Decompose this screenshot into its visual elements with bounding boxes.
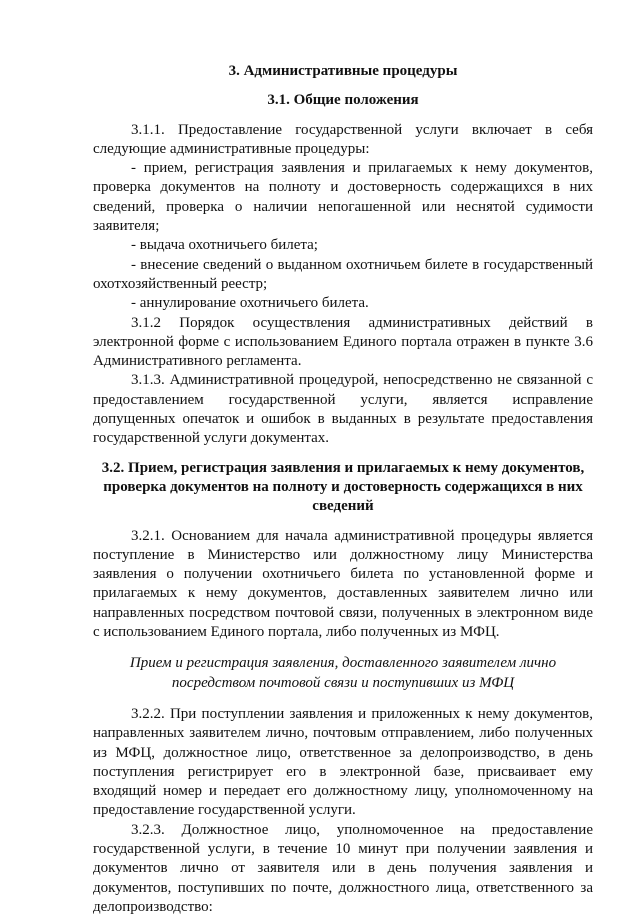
paragraph-3-1-1: 3.1.1. Предоставление государственной услуги включает в себя следующие административные процедуры: bbox=[93, 121, 593, 157]
list-item-annulment: - аннулирование охотничьего билета. bbox=[131, 295, 369, 312]
list-item-registry: - внесение сведений о выданном охотничьем билете в государственный охотхозяйственный реестр; bbox=[93, 256, 593, 292]
list-item-issuance: - выдача охотничьего билета; bbox=[131, 237, 318, 254]
italic-subheading: Прием и регистрация заявления, доставленного заявителем лично посредством почтовой связи и поступивших из МФЦ bbox=[129, 655, 557, 691]
paragraph-3-2-3: 3.2.3. Должностное лицо, уполномоченное на предоставление государственной услуги, в течение 10 минут при получении заявления и документов лично от заявителя или в день получения заявления и документов, поступивших по почте, должностного лица, ответственного за делопроизводство: bbox=[93, 821, 593, 915]
paragraph-3-2-1: 3.2.1. Основанием для начала административной процедуры является поступление в Министерство или должностному лицу Министерства заявления о получении охотничьего билета по установленной форме и прилагаемых к нему документов, доставленных заявителем лично или направленных посредством почтовой связи, полученных в электронном виде с использованием Единого портала, либо полученных из МФЦ. bbox=[93, 527, 593, 641]
paragraph-3-1-2: 3.1.2 Порядок осуществления административных действий в электронной форме с использованием Единого портала отражен в пункте 3.6 Административного регламента. bbox=[93, 314, 593, 370]
paragraph-3-2-2: 3.2.2. При поступлении заявления и приложенных к нему документов, направленных заявителем лично, почтовым отправлением, либо полученных из МФЦ, должностное лицо, ответственное за делопроизводство, в день поступления регистрирует его в электронной базе, присваивает ему входящий номер и передает его должностному лицу, уполномоченному на предоставление государственной услуги. bbox=[93, 705, 593, 819]
subsection-title: 3.1. Общие положения bbox=[267, 92, 419, 109]
paragraph-3-1-3: 3.1.3. Административной процедурой, непосредственно не связанной с предоставлением государственной услуги, является исправление допущенных опечаток и ошибок в выданных в результате предоставления государственной услуги документах. bbox=[93, 372, 593, 447]
section-title: 3. Административные процедуры bbox=[228, 63, 458, 79]
list-item-reception: - прием, регистрация заявления и прилагаемых к нему документов, проверка документов на полноту и достоверность содержащихся в них сведений, проверка о наличии непогашенной или неснятой судимости заявителя; bbox=[93, 160, 593, 235]
section-3-2-title: 3.2. Прием, регистрация заявления и прилагаемых к нему документов, проверка документов на полноту и достоверность содержащихся в них сведений bbox=[101, 459, 585, 515]
